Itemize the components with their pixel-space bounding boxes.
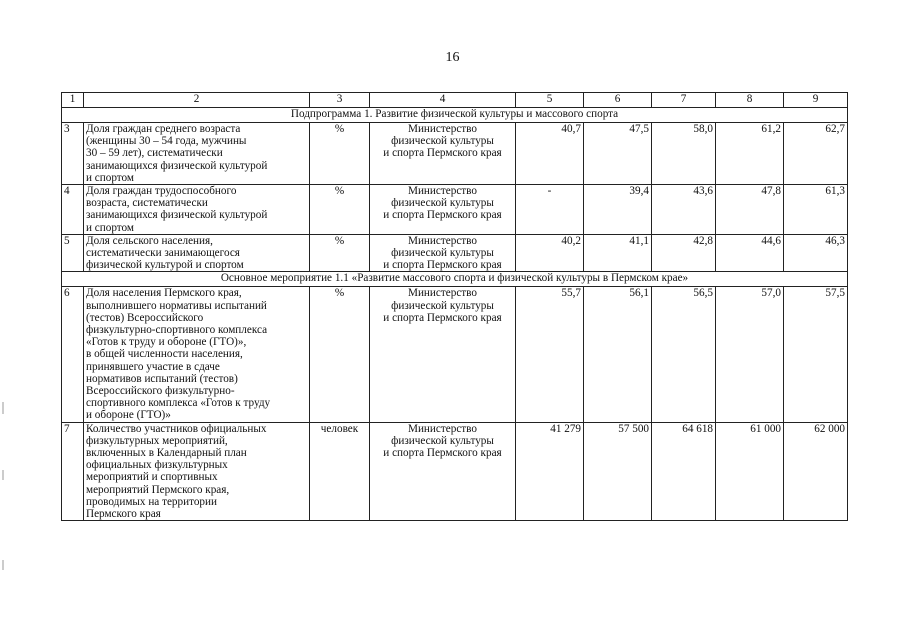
indicator-line: «Готов к труду и обороне (ГТО)», — [86, 336, 247, 349]
value-col-8: 61,2 — [716, 123, 784, 185]
indicator-line: в общей численности населения, — [86, 348, 243, 361]
indicator-name — [84, 234, 310, 272]
unit: % — [310, 287, 370, 422]
table-row — [62, 287, 848, 422]
indicator-line: принявшего участие в сдаче — [86, 360, 220, 373]
table-row — [62, 422, 848, 521]
indicator-line: физической культурой и спортом — [86, 259, 244, 272]
org-line: Министерство — [408, 185, 477, 198]
indicator-name — [84, 185, 310, 235]
indicator-line: мероприятий и спортивных — [86, 471, 218, 484]
value-col-7: 58,0 — [652, 123, 716, 185]
indicator-name — [84, 422, 310, 521]
value-col-5: - — [516, 185, 584, 235]
column-number: 8 — [716, 93, 784, 108]
value-col-7: 56,5 — [652, 287, 716, 422]
indicator-line: физкультурно-спортивного комплекса — [86, 324, 268, 337]
indicator-line: Количество участников официальных — [86, 422, 267, 435]
value-col-5: 40,2 — [516, 234, 584, 272]
unit: % — [310, 123, 370, 185]
value-col-6: 39,4 — [584, 185, 652, 235]
org-line: и спорта Пермского края — [383, 209, 502, 222]
value-col-5: 55,7 — [516, 287, 584, 422]
indicator-line: спортивного комплекса «Готов к труду — [86, 397, 271, 410]
responsible-org — [370, 234, 516, 272]
value-col-9: 62,7 — [784, 123, 848, 185]
indicator-line: и спортом — [86, 221, 134, 234]
indicator-line: занимающихся физической культурой — [86, 209, 268, 222]
indicator-line: Доля населения Пермского края, — [86, 287, 242, 300]
indicator-line: выполнившего нормативы испытаний — [86, 299, 267, 312]
value-col-6: 41,1 — [584, 234, 652, 272]
row-number: 4 — [62, 185, 84, 235]
org-line: Министерство — [408, 287, 477, 300]
value-col-5: 40,7 — [516, 123, 584, 185]
table-body — [62, 93, 848, 521]
org-line: и спорта Пермского края — [383, 311, 502, 324]
indicator-line: систематически занимающегося — [86, 247, 240, 260]
value-col-9: 62 000 — [784, 422, 848, 521]
indicator-line: Доля граждан трудоспособного — [86, 185, 237, 198]
column-number: 2 — [84, 93, 310, 108]
column-number: 9 — [784, 93, 848, 108]
responsible-org — [370, 422, 516, 521]
value-col-8: 47,8 — [716, 185, 784, 235]
indicator-line: (тестов) Всероссийского — [86, 311, 204, 324]
org-line: Министерство — [408, 123, 477, 135]
indicator-line: официальных физкультурных — [86, 459, 228, 472]
column-number: 3 — [310, 93, 370, 108]
indicator-line: Пермского края — [86, 508, 161, 521]
indicator-line: Доля сельского населения, — [86, 234, 213, 247]
value-col-7: 42,8 — [652, 234, 716, 272]
column-number-row — [62, 93, 848, 108]
table-row — [62, 234, 848, 272]
org-line: физической культуры — [391, 135, 494, 148]
indicator-line: проводимых на территории — [86, 495, 217, 508]
section-title: Подпрограмма 1. Развитие физической культуры и массового спорта — [62, 108, 848, 123]
table-row — [62, 123, 848, 185]
scan-mark — [2, 560, 4, 570]
unit: человек — [310, 422, 370, 521]
indicator-line: занимающихся физической культурой — [86, 159, 268, 172]
org-line: физической культуры — [391, 247, 494, 260]
section-row-activity — [62, 272, 848, 287]
column-number: 6 — [584, 93, 652, 108]
value-col-5: 41 279 — [516, 422, 584, 521]
responsible-org — [370, 287, 516, 422]
indicator-line: мероприятий Пермского края, — [86, 483, 230, 496]
responsible-org — [370, 123, 516, 185]
value-col-6: 57 500 — [584, 422, 652, 521]
indicator-line: и спортом — [86, 171, 134, 184]
unit: % — [310, 234, 370, 272]
indicator-line: 30 – 59 лет), систематически — [86, 147, 223, 160]
column-number: 4 — [370, 93, 516, 108]
indicator-name — [84, 123, 310, 185]
column-number: 1 — [62, 93, 84, 108]
section-row-subprogram — [62, 108, 848, 123]
row-number: 5 — [62, 234, 84, 272]
value-col-8: 57,0 — [716, 287, 784, 422]
value-col-9: 46,3 — [784, 234, 848, 272]
indicator-name — [84, 287, 310, 422]
responsible-org — [370, 185, 516, 235]
indicator-line: (женщины 30 – 54 года, мужчины — [86, 135, 247, 148]
value-col-8: 44,6 — [716, 234, 784, 272]
row-number: 7 — [62, 422, 84, 521]
indicator-line: нормативов испытаний (тестов) — [86, 372, 238, 385]
indicator-line: включенных в Календарный план — [86, 447, 247, 460]
section-title: Основное мероприятие 1.1 «Развитие массового спорта и физической культуры в Пермском крае» — [62, 272, 848, 287]
value-col-9: 57,5 — [784, 287, 848, 422]
indicator-line: возраста, систематически — [86, 197, 208, 210]
org-line: и спорта Пермского края — [383, 447, 502, 460]
org-line: физической культуры — [391, 299, 494, 312]
value-col-8: 61 000 — [716, 422, 784, 521]
value-col-9: 61,3 — [784, 185, 848, 235]
scan-mark — [2, 402, 4, 414]
table-row — [62, 185, 848, 235]
row-number: 6 — [62, 287, 84, 422]
scan-mark — [2, 470, 4, 480]
org-line: Министерство — [408, 422, 477, 435]
value-col-6: 47,5 — [584, 123, 652, 185]
indicator-line: Доля граждан среднего возраста — [86, 123, 241, 135]
indicator-table — [61, 92, 848, 521]
indicator-line: физкультурных мероприятий, — [86, 434, 228, 447]
column-number: 7 — [652, 93, 716, 108]
value-col-7: 43,6 — [652, 185, 716, 235]
value-col-7: 64 618 — [652, 422, 716, 521]
org-line: и спорта Пермского края — [383, 259, 502, 272]
row-number: 3 — [62, 123, 84, 185]
unit: % — [310, 185, 370, 235]
indicator-line: и обороне (ГТО)» — [86, 409, 171, 422]
org-line: Министерство — [408, 234, 477, 247]
indicator-line: Всероссийского физкультурно- — [86, 385, 235, 398]
org-line: и спорта Пермского края — [383, 147, 502, 160]
org-line: физической культуры — [391, 434, 494, 447]
page-number: 16 — [445, 50, 460, 65]
value-col-6: 56,1 — [584, 287, 652, 422]
org-line: физической культуры — [391, 197, 494, 210]
column-number: 5 — [516, 93, 584, 108]
